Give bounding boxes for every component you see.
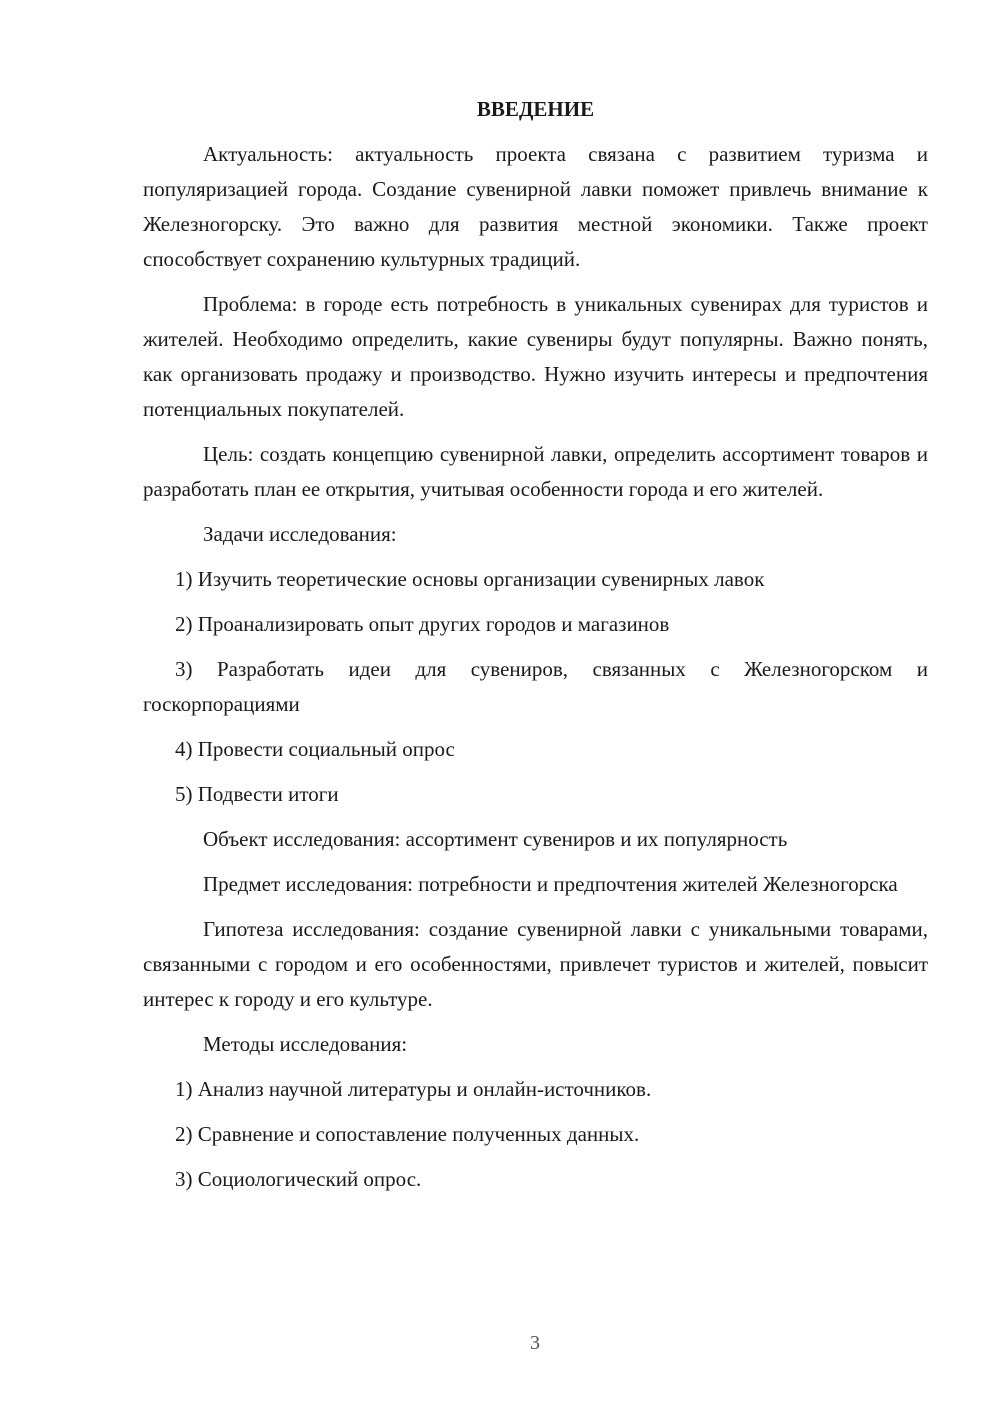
subject-paragraph: Предмет исследования: потребности и предпочтения жителей Железногорска <box>203 872 898 896</box>
hypothesis-paragraph: Гипотеза исследования: создание сувенирной лавки с уникальными товарами, связанными с городом и его особенностями, привлечет туристов и жителей, повысит интерес к городу и его культуре. <box>143 917 928 1011</box>
document-page <box>143 92 928 1207</box>
task-item: 3) Разработать идеи для сувениров, связанных с Железногорском и госкорпорациями <box>143 657 928 716</box>
task-item: 1) Изучить теоретические основы организации сувенирных лавок <box>175 567 765 591</box>
section-title: ВВЕДЕНИЕ <box>476 97 595 121</box>
page-number: 3 <box>530 1332 540 1354</box>
methods-heading: Методы исследования: <box>203 1032 408 1056</box>
tasks-heading: Задачи исследования: <box>203 522 397 546</box>
object-paragraph: Объект исследования: ассортимент сувениров и их популярность <box>203 827 788 851</box>
problem-paragraph: Проблема: в городе есть потребность в уникальных сувенирах для туристов и жителей. Необходимо определить, какие сувениры будут популярны. Важно понять, как организовать продажу и производство. Нужно изучить интересы и предпочтения потенциальных покупателей. <box>143 292 928 421</box>
method-item: 2) Сравнение и сопоставление полученных данных. <box>175 1122 640 1146</box>
task-item: 4) Провести социальный опрос <box>175 737 455 761</box>
goal-paragraph: Цель: создать концепцию сувенирной лавки, определить ассортимент товаров и разработать план ее открытия, учитывая особенности города и его жителей. <box>143 442 928 501</box>
method-item: 3) Социологический опрос. <box>175 1167 422 1191</box>
task-item: 2) Проанализировать опыт других городов и магазинов <box>175 612 670 636</box>
task-item: 5) Подвести итоги <box>175 782 339 806</box>
relevance-paragraph: Актуальность: актуальность проекта связана с развитием туризма и популяризацией города. Создание сувенирной лавки поможет привлечь внимание к Железногорску. Это важно для развития местной экономики. Также проект способствует сохранению культурных традиций. <box>143 142 928 271</box>
method-item: 1) Анализ научной литературы и онлайн-источников. <box>175 1077 652 1101</box>
